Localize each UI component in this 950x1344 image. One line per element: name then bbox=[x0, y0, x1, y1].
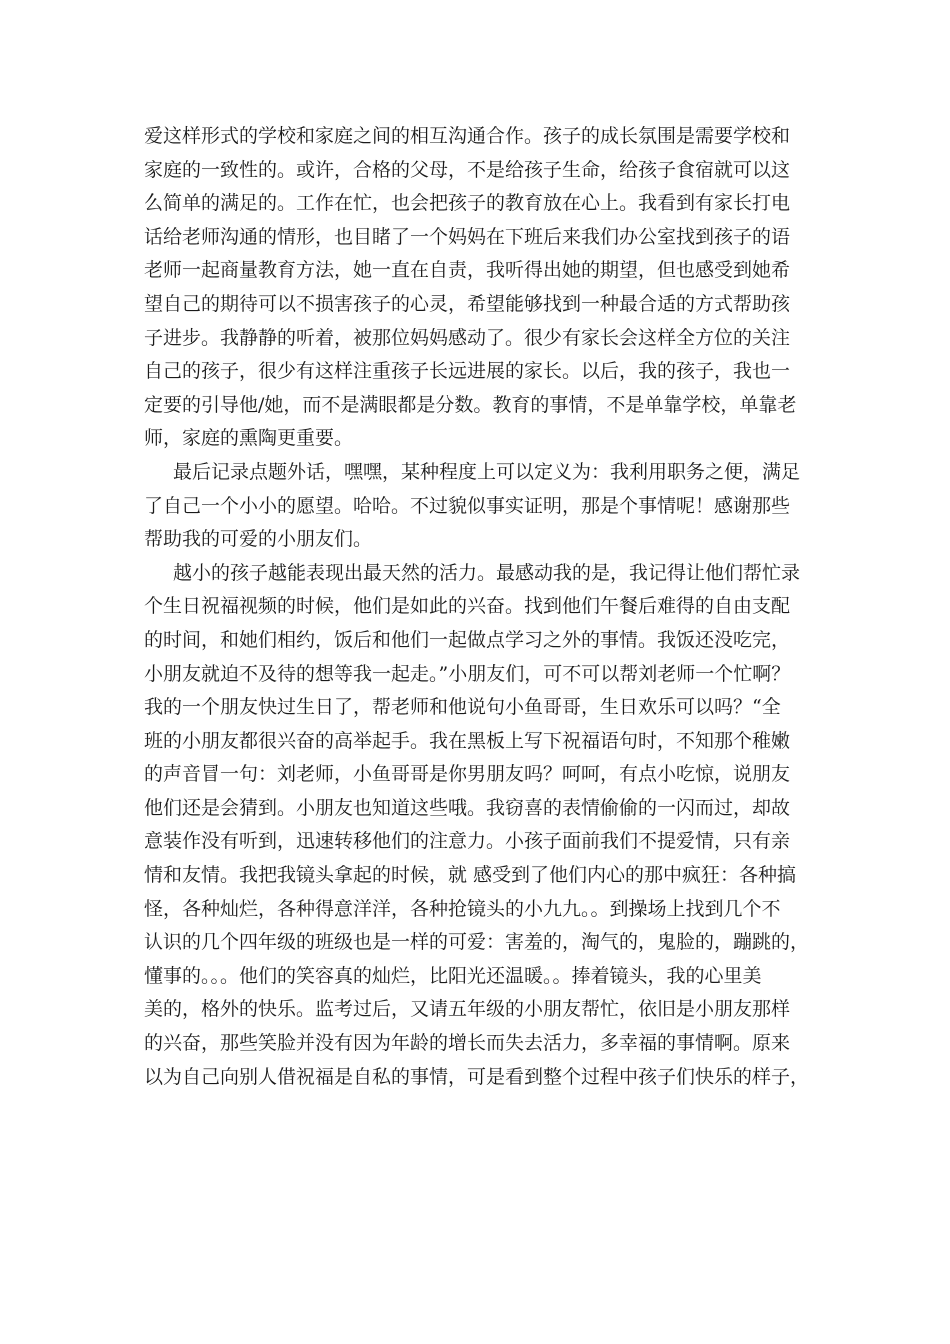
text-line: 怪，各种灿烂，各种得意洋洋，各种抢镜头的小九九。。到操场上找到几个不 bbox=[144, 897, 781, 920]
text-line: 定要的引导他/她，而不是满眼都是分数。教育的事情，不是单靠学校，单靠老 bbox=[144, 393, 797, 416]
text-line: 情和友情。我把我镜头拿起的时候，就 感受到了他们内心的那中疯狂：各种搞 bbox=[144, 864, 797, 887]
text-line: 班的小朋友都很兴奋的高举起手。我在黑板上写下祝福语句时，不知那个稚嫩 bbox=[144, 729, 791, 752]
text-line: 个生日祝福视频的时候，他们是如此的兴奋。找到他们午餐后难得的自由支配 bbox=[144, 595, 791, 618]
document-body bbox=[144, 120, 814, 1094]
text-line: 老师一起商量教育方法，她一直在自责，我听得出她的期望，但也感受到她希 bbox=[144, 259, 791, 282]
paragraph bbox=[144, 557, 814, 1095]
text-line: 以为自己向别人借祝福是自私的事情，可是看到整个过程中孩子们快乐的样子， bbox=[144, 1065, 810, 1088]
text-line: 美的，格外的快乐。监考过后，又请五年级的小朋友帮忙，依旧是小朋友那样 bbox=[144, 998, 791, 1021]
text-line: 话给老师沟通的情形，也目睹了一个妈妈在下班后来我们办公室找到孩子的语 bbox=[144, 225, 791, 248]
text-line: 的时间，和她们相约，饭后和他们一起做点学习之外的事情。我饭还没吃完， bbox=[144, 628, 791, 651]
paragraph bbox=[144, 456, 814, 557]
text-line: 他们还是会猜到。小朋友也知道这些哦。我窃喜的表情偷偷的一闪而过，却故 bbox=[144, 796, 791, 819]
text-line: 师，家庭的熏陶更重要。 bbox=[144, 427, 354, 450]
paragraph bbox=[144, 120, 814, 456]
text-line: 自己的孩子，很少有这样注重孩子长远进展的家长。以后，我的孩子，我也一 bbox=[144, 360, 791, 383]
text-line: 帮助我的可爱的小朋友们。 bbox=[144, 528, 373, 551]
text-line: 了自己一个小小的愿望。哈哈。不过貌似事实证明，那是个事情呢！感谢那些 bbox=[144, 494, 791, 517]
text-line: 子进步。我静静的听着，被那位妈妈感动了。很少有家长会这样全方位的关注 bbox=[144, 326, 791, 349]
text-line: 望自己的期待可以不损害孩子的心灵，希望能够找到一种最合适的方式帮助孩 bbox=[144, 292, 791, 315]
text-line: 最后记录点题外话，嘿嘿，某种程度上可以定义为：我利用职务之便，满足 bbox=[173, 460, 801, 483]
text-line: 我的一个朋友快过生日了，帮老师和他说句小鱼哥哥，生日欢乐可以吗？“全 bbox=[144, 696, 781, 719]
text-line: 么简单的满足的。工作在忙，也会把孩子的教育放在心上。我看到有家长打电 bbox=[144, 192, 791, 215]
text-line: 爱这样形式的学校和家庭之间的相互沟通合作。孩子的成长氛围是需要学校和 bbox=[144, 125, 791, 147]
text-line: 越小的孩子越能表现出最天然的活力。最感动我的是，我记得让他们帮忙录 bbox=[173, 561, 801, 584]
text-line: 小朋友就迫不及待的想等我一起走。”小朋友们，可不可以帮刘老师一个忙啊？ bbox=[144, 662, 791, 685]
text-line: 认识的几个四年级的班级也是一样的可爱：害羞的，淘气的，鬼脸的，蹦跳的， bbox=[144, 931, 810, 954]
text-line: 的声音冒一句：刘老师，小鱼哥哥是你男朋友吗？呵呵，有点小吃惊，说朋友 bbox=[144, 763, 791, 786]
text-line: 家庭的一致性的。或许，合格的父母，不是给孩子生命，给孩子食宿就可以这 bbox=[144, 158, 791, 181]
text-line: 意装作没有听到，迅速转移他们的注意力。小孩子面前我们不提爱情，只有亲 bbox=[144, 830, 791, 853]
text-line: 的兴奋，那些笑脸并没有因为年龄的增长而失去活力，多幸福的事情啊。原来 bbox=[144, 1032, 791, 1055]
text-line: 懂事的。。。他们的笑容真的灿烂，比阳光还温暖。。捧着镜头，我的心里美 bbox=[144, 964, 762, 987]
